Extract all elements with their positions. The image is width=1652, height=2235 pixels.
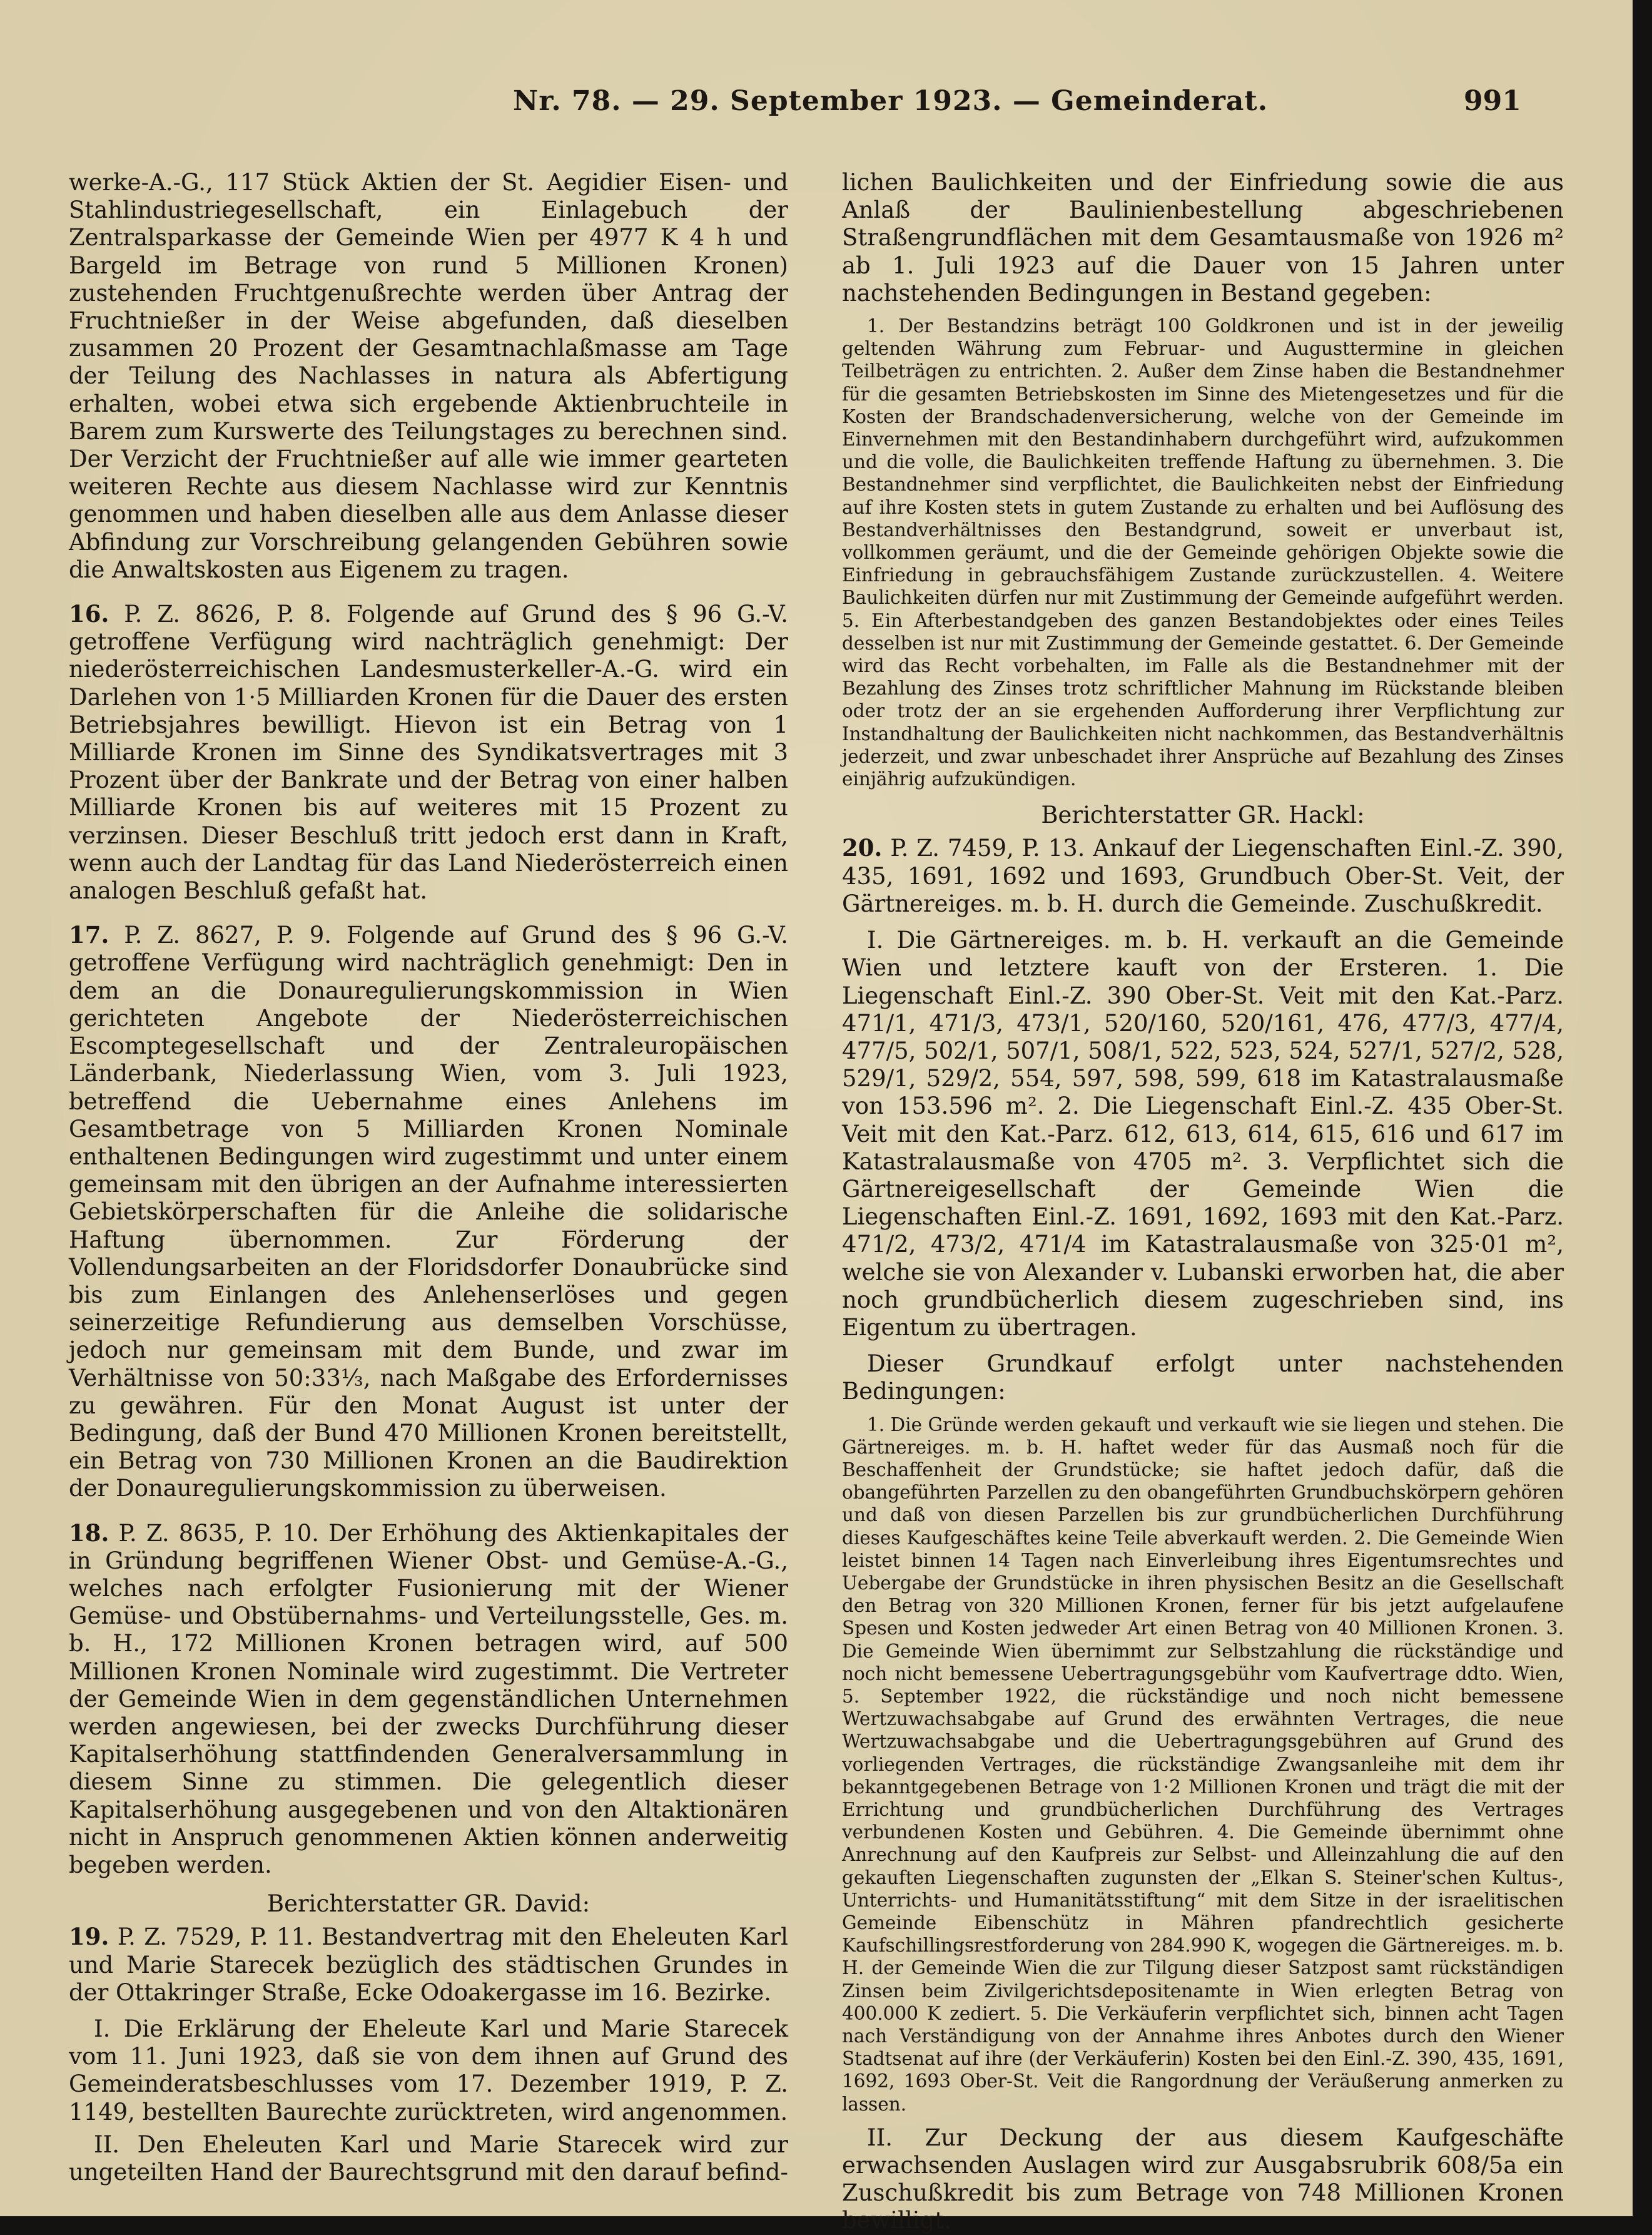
item-20 <box>842 834 1564 918</box>
item-20-part-i: I. Die Gärtnereiges. m. b. H. verkauft an die Gemeinde Wien und letztere kauft von der Ersteren. 1. Die Liegenschaft Einl.-Z. 390 Ober-St. Veit mit den Kat.-Parz. 471/1, 471/3, 473/1, 520/160, 520/161, 476, 477/3, 477/4, 477/5, 502/1, 507/1, 508/1, 522, 523, 524, 527/1, 527/2, 528, 529/1, 529/2, 554, 597, 598, 599, 618 im Katastralausmaße von 153.596 m². 2. Die Liegenschaft Einl.-Z. 435 Ober-St. Veit mit den Kat.-Parz. 612, 613, 614, 615, 616 und 617 im Katastralausmaße von 4705 m². 3. Verpflichtet sich die Gärtnereigesellschaft der Gemeinde Wien die Liegenschaften Einl.-Z. 1691, 1692, 1693 mit den Kat.-Parz. 471/2, 473/2, 471/4 im Katastralausmaße von 325·01 m², welche sie von Alexander v. Lubanski erworben hat, die aber noch grundbücherlich diesem zugeschrieben sind, ins Eigentum zu übertragen. <box>842 927 1564 1341</box>
right-column <box>842 169 1564 2235</box>
item-20-part-ii: II. Zur Deckung der aus diesem Kaufgeschäfte erwachsenden Auslagen wird zur Ausgabsrubrik 608/5a ein Zuschußkredit bis zum Betrage von 748 Millionen Kronen bewilligt. <box>842 2124 1564 2234</box>
item-17 <box>69 921 788 1502</box>
item-19-part-ii: II. Den Eheleuten Karl und Marie Starecek wird zur ungeteilten Hand der Baurechtsgrund mit den darauf befind- <box>69 2131 788 2186</box>
paragraph-continuation: lichen Baulichkeiten und der Einfriedung sowie die aus Anlaß der Baulinienbestellung abgeschriebenen Straßengrundflächen mit dem Gesamtausmaße von 1926 m² ab 1. Juli 1923 auf die Dauer von 15 Jahren unter nachstehenden Bedingungen in Bestand gegeben: <box>842 169 1564 307</box>
header-title: Nr. 78. — 29. September 1923. — Gemeinderat. <box>513 85 1269 117</box>
item-number: 18. <box>69 1519 109 1547</box>
page-header <box>0 85 1633 135</box>
item-19 <box>69 1923 788 2007</box>
item-text: P. Z. 8626, P. 8. Folgende auf Grund des § 96 G.-V. getroffene Verfügung wird nachträglich genehmigt: Der niederösterreichischen Landesmusterkeller-A.-G. wird ein Darlehen von 1·5 Milliarden Kronen für die Dauer des ersten Betriebsjahres bewilligt. Hievon ist ein Betrag von 1 Milliarde Kronen im Sinne des Syndikatsvertrages mit 3 Prozent über der Bankrate und der Betrag von einer halben Milliarde Kronen bis auf weiteres mit 15 Prozent zu verzinsen. Dieser Beschluß tritt jedoch erst dann in Kraft, wenn auch der Landtag für das Land Niederösterreich einen analogen Beschluß gefaßt hat. <box>69 601 788 905</box>
purchase-conditions-intro: Dieser Grundkauf erfolgt unter nachstehenden Bedingungen: <box>842 1350 1564 1405</box>
left-column <box>69 169 788 2186</box>
item-number: 20. <box>842 834 883 862</box>
lease-conditions: 1. Der Bestandzins beträgt 100 Goldkronen und ist in der jeweilig geltenden Währung zum Februar- und Augusttermine in gleichen Teilbeträgen zu entrichten. 2. Außer dem Zinse haben die Bestandnehmer für die gesamten Betriebskosten im Sinne des Mietengesetzes und für die Kosten der Brandschadenversicherung, welche von der Gemeinde im Einvernehmen mit den Bestandinhabern durchgeführt wird, aufzukommen und die volle, die Baulichkeiten treffende Haftung zu übernehmen. 3. Die Bestandnehmer sind verpflichtet, die Baulichkeiten nebst der Einfriedung auf ihre Kosten stets in gutem Zustande zu erhalten und bei Auflösung des Bestandverhältnisses den Bestandgrund, soweit er unverbaut ist, vollkommen geräumt, und die der Gemeinde gehörigen Objekte sowie die Einfriedung in gebrauchsfähigem Zustande zurückzustellen. 4. Weitere Baulichkeiten dürfen nur mit Zustimmung der Gemeinde aufgeführt werden. 5. Ein Afterbestandgeben des ganzen Bestandobjektes oder eines Teiles desselben ist nur mit Zustimmung der Gemeinde gestattet. 6. Der Gemeinde wird das Recht vorbehalten, im Falle als die Bestandnehmer mit der Bezahlung des Zinses trotz schriftlicher Mahnung im Rückstande bleiben oder trotz der an sie ergehenden Aufforderung ihrer Verpflichtung zur Instandhaltung der Baulichkeiten nicht nachkommen, das Bestandverhältnis jederzeit, und zwar unbeschadet ihrer Ansprüche auf Bezahlung des Zinses einjährig aufzukündigen. <box>842 315 1564 790</box>
page-number: 991 <box>1464 85 1521 117</box>
item-16 <box>69 600 788 905</box>
item-text: P. Z. 7459, P. 13. Ankauf der Liegenschaften Einl.-Z. 390, 435, 1691, 1692 und 1693, Grundbuch Ober-St. Veit, der Gärtnereiges. m. b. H. durch die Gemeinde. Zuschußkredit. <box>842 835 1564 917</box>
item-number: 17. <box>69 921 109 949</box>
item-18 <box>69 1519 788 1880</box>
reporter-heading: Berichterstatter GR. Hackl: <box>1041 802 1365 829</box>
item-number: 19. <box>69 1923 109 1951</box>
item-19-part-i: I. Die Erklärung der Eheleute Karl und Marie Starecek vom 11. Juni 1923, daß sie von dem ihnen auf Grund des Gemeinderatsbeschlusses vom 17. Dezember 1919, P. Z. 1149, bestellten Baurechte zurücktreten, wird angenommen. <box>69 2015 788 2126</box>
item-text: P. Z. 8635, P. 10. Der Erhöhung des Aktienkapitales der in Gründung begriffenen Wiener Obst- und Gemüse-A.-G., welches nach erfolgter Fusionierung mit der Wiener Gemüse- und Obstübernahms- und Verteilungsstelle, Ges. m. b. H., 172 Millionen Kronen betragen wird, auf 500 Millionen Kronen Nominale wird zugestimmt. Die Vertreter der Gemeinde Wien in dem gegenständlichen Unternehmen werden angewiesen, bei der zwecks Durchführung dieser Kapitalserhöhung stattfindenden Generalversammlung in diesem Sinne zu stimmen. Die gelegentlich dieser Kapitalserhöhung ausgegebenen und von den Altaktionären nicht in Anspruch genommenen Aktien können anderweitig begeben werden. <box>69 1519 789 1878</box>
purchase-conditions: 1. Die Gründe werden gekauft und verkauft wie sie liegen und stehen. Die Gärtnereiges. m. b. H. haftet weder für das Ausmaß noch für die Beschaffenheit der Grundstücke; sie haftet jedoch dafür, daß die obangeführten Parzellen zu den obangeführten Grundbuchskörpern gehören und daß von diesen Parzellen bis zur grundbücherlichen Durchführung dieses Kaufgeschäftes keine Teile abverkauft werden. 2. Die Gemeinde Wien leistet binnen 14 Tagen nach Einverleibung ihres Eigentumsrechtes und Uebergabe der Grundstücke in ihren physischen Besitz an die Gesellschaft den Betrag von 320 Millionen Kronen, ferner für bis jetzt aufgelaufene Spesen und Kosten jedweder Art einen Betrag von 40 Millionen Kronen. 3. Die Gemeinde Wien übernimmt zur Selbstzahlung die rückständige und noch nicht bemessene Uebertragungsgebühr vom Kaufvertrage ddto. Wien, 5. September 1922, die rückständige und noch nicht bemessene Wertzuwachsabgabe auf Grund des erwähnten Vertrages, die neue Wertzuwachsabgabe und die Uebertragungsgebühren auf Grund des vorliegenden Vertrages, die rückständige Zwangsanleihe mit dem ihr bekanntgegebenen Betrage von 1·2 Millionen Kronen und trägt die mit der Errichtung und grundbücherlichen Durchführung des Vertrages verbundenen Kosten und Gebühren. 4. Die Gemeinde übernimmt ohne Anrechnung auf den Kaufpreis zur Selbst- und Alleinzahlung die auf den gekauften Liegenschaften zugunsten der „Elkan S. Steiner'schen Kultus-, Unterrichts- und Humanitätsstiftung“ mit dem Sitze in der israelitischen Gemeinde Eibenschütz in Mähren pfandrechtlich gesicherte Kaufschillingsrestforderung von 284.990 K, wogegen die Gärtnereiges. m. b. H. der Gemeinde Wien die zur Tilgung dieser Satzpost samt rückständigen Zinsen beim Zivilgerichtsdepositenamte in Wien erlegten Betrag von 400.000 K zediert. 5. Die Verkäuferin verpflichtet sich, binnen acht Tagen nach Verständigung von der Annahme ihres Anbotes durch den Wiener Stadtsenat auf ihre (der Verkäuferin) Kosten bei den Einl.-Z. 390, 435, 1691, 1692, 1693 Ober-St. Veit die Rangordnung der Veräußerung anmerken zu lassen. <box>842 1413 1564 2115</box>
item-text: P. Z. 7529, P. 11. Bestandvertrag mit den Eheleuten Karl und Marie Starecek bezüglich des städtischen Grundes in der Ottakringer Straße, Ecke Odoakergasse im 16. Bezirke. <box>69 1923 788 2006</box>
reporter-heading: Berichterstatter GR. David: <box>266 1890 590 1918</box>
paragraph-continuation: werke-A.-G., 117 Stück Aktien der St. Aegidier Eisen- und Stahlindustriegesellschaft, ein Einlagebuch der Zentralsparkasse der Gemeinde Wien per 4977 K 4 h und Bargeld im Betrage von rund 5 Millionen Kronen) zustehenden Fruchtgenußrechte werden über Antrag der Fruchtnießer in der Weise abgefunden, daß dieselben zusammen 20 Prozent der Gesamtnachlaßmasse am Tage der Teilung des Nachlasses in natura als Abfertigung erhalten, wobei etwa sich ergebende Aktienbruchteile in Barem zum Kurswerte des Teilungstages zu berechnen sind. Der Verzicht der Fruchtnießer auf alle wie immer gearteten weiteren Rechte aus diesem Nachlasse wird zur Kenntnis genommen und haben dieselben alle aus dem Anlasse dieser Abfindung zur Vorschreibung gelangenden Gebühren sowie die Anwaltskosten aus Eigenem zu tragen. <box>69 169 788 583</box>
item-text: P. Z. 8627, P. 9. Folgende auf Grund des § 96 G.-V. getroffene Verfügung wird nachträglich genehmigt: Den in dem an die Donauregulierungskommission in Wien gerichteten Angebote der Niederösterreichischen Escomptegesellschaft und der Zentraleuropäischen Länderbank, Niederlassung Wien, vom 3. Juli 1923, betreffend die Uebernahme eines Anlehens im Gesamtbetrage von 5 Milliarden Kronen Nominale enthaltenen Bedingungen wird zugestimmt und unter einem gemeinsam mit den übrigen an der Aufnahme interessierten Gebietskörperschaften für die Anleihe die solidarische Haftung übernommen. Zur Förderung der Vollendungsarbeiten an der Floridsdorfer Donaubrücke sind bis zum Einlangen des Anlehenserlöses und gegen seinerzeitige Refundierung aus demselben Vorschüsse, jedoch nur gemeinsam mit dem Bunde, und zwar im Verhältnisse von 50:33⅓, nach Maßgabe des Erfordernisses zu gewähren. Für den Monat August ist unter der Bedingung, daß der Bund 470 Millionen Kronen bereitstellt, ein Betrag von 730 Millionen Kronen an die Baudirektion der Donauregulierungskommission zu überweisen. <box>69 922 788 1502</box>
item-number: 16. <box>69 600 109 628</box>
